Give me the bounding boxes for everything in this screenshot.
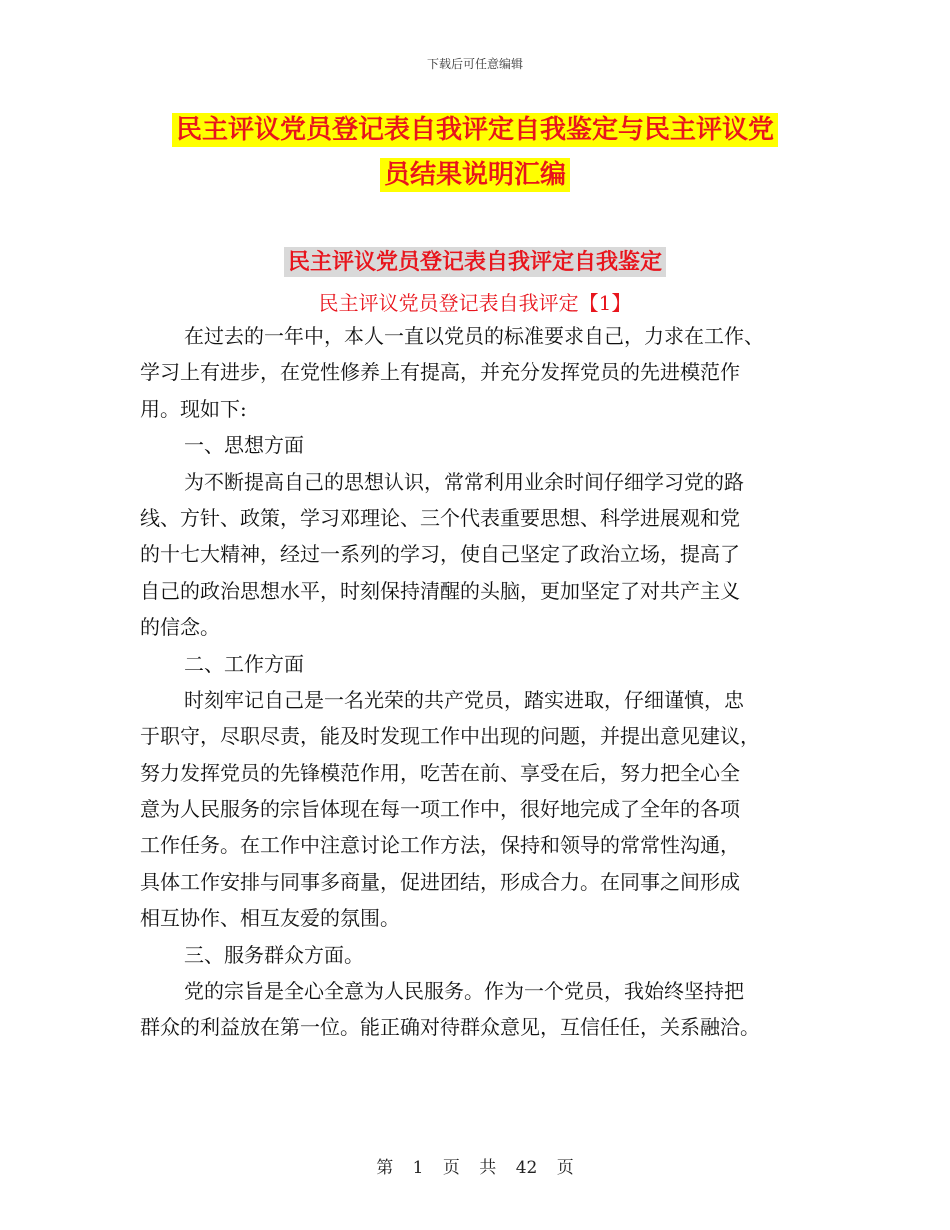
sub-title: 民主评议党员登记表自我评定【1】 bbox=[318, 291, 632, 315]
text-line: 于职守，尽职尽责，能及时发现工作中出现的问题，并提出意见建议， bbox=[140, 724, 760, 749]
header-note: 下载后可任意编辑 bbox=[426, 57, 523, 71]
total-unit: 页 bbox=[556, 1158, 574, 1178]
text-line: 在过去的一年中，本人一直以党员的标准要求自己，力求在工作、 bbox=[184, 324, 764, 348]
text-line: 为不断提高自己的思想认识，常常利用业余时间仔细学习党的路 bbox=[184, 469, 744, 494]
page-label: 第 bbox=[376, 1158, 394, 1178]
page-number: 1 bbox=[412, 1158, 424, 1178]
text-line: 用。现如下: bbox=[140, 396, 247, 421]
title-highlight: 民主评议党员登记表自我评定自我鉴定与民主评议党 bbox=[172, 113, 778, 147]
heading-line: 二、工作方面 bbox=[184, 651, 304, 676]
text-line: 党的宗旨是全心全意为人民服务。作为一个党员，我始终坚持把 bbox=[184, 979, 744, 1004]
text-line: 群众的利益放在第一位。能正确对待群众意见，互信任任，关系融洽。 bbox=[140, 1015, 760, 1040]
body-text bbox=[140, 318, 812, 1046]
section-title-highlight: 民主评议党员登记表自我评定自我鉴定 bbox=[284, 247, 666, 277]
page-unit: 页 bbox=[442, 1158, 460, 1178]
total-label: 共 bbox=[479, 1158, 497, 1178]
text-line: 具体工作安排与同事多商量，促进团结，形成合力。在同事之间形成 bbox=[140, 869, 740, 894]
text-line: 线、方针、政策，学习邓理论、三个代表重要思想、科学进展观和党 bbox=[140, 505, 740, 530]
text-line: 意为人民服务的宗旨体现在每一项工作中，很好地完成了全年的各项 bbox=[140, 797, 740, 822]
text-line: 工作任务。在工作中注意讨论工作方法，保持和领导的常常性沟通， bbox=[140, 833, 740, 858]
document-title-line-1 bbox=[0, 110, 950, 150]
text-line: 努力发挥党员的先锋模范作用，吃苦在前、享受在后，努力把全心全 bbox=[140, 760, 740, 785]
title-highlight: 员结果说明汇编 bbox=[380, 158, 570, 192]
heading-line: 三、服务群众方面。 bbox=[184, 942, 364, 967]
text-line: 自己的政治思想水平，时刻保持清醒的头脑，更加坚定了对共产主义 bbox=[140, 578, 740, 603]
text-line: 的十七大精神，经过一系列的学习，使自己坚定了政治立场，提高了 bbox=[140, 542, 740, 567]
section-title bbox=[0, 244, 950, 280]
text-line: 的信念。 bbox=[140, 615, 220, 640]
text-line: 学习上有进步，在党性修养上有提高，并充分发挥党员的先进模范作 bbox=[140, 360, 740, 385]
document-title-line-2 bbox=[0, 155, 950, 195]
text-line: 相互协作、相互友爱的氛围。 bbox=[140, 906, 400, 931]
total-pages: 42 bbox=[515, 1158, 538, 1178]
text-line: 时刻牢记自己是一名光荣的共产党员，踏实进取，仔细谨慎，忠 bbox=[184, 687, 744, 712]
page-footer bbox=[0, 1153, 950, 1178]
heading-line: 一、思想方面 bbox=[184, 433, 304, 458]
